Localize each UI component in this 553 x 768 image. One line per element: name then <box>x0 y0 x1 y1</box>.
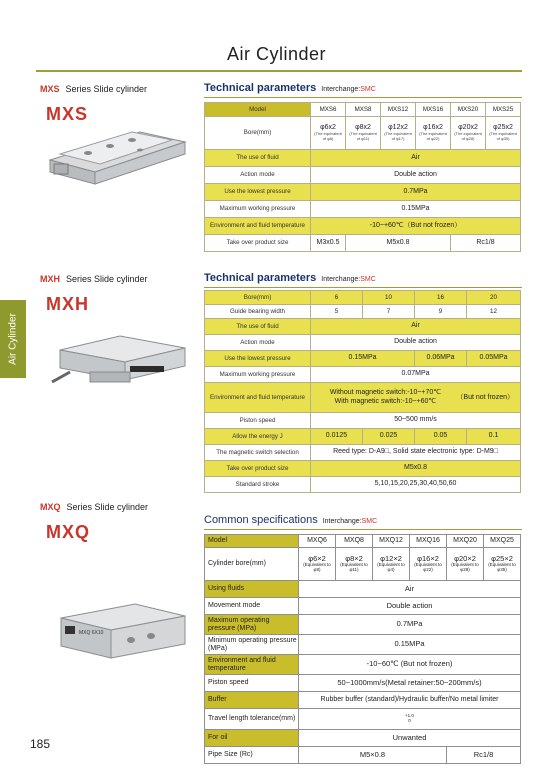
mxh-lowest-row <box>205 351 521 367</box>
mxq-pipe: M5×0.8 <box>299 747 447 764</box>
mxs-param-label: Environment and fluid temperature <box>205 218 311 235</box>
mxs-model: MXS8 <box>346 103 381 117</box>
mxq-bore-note: (Equivalent to φ4) <box>377 562 405 573</box>
mxh-guide: 5 <box>311 305 363 319</box>
mxs-model: MXS16 <box>416 103 451 117</box>
side-tab-label: Air Cylinder <box>7 313 19 365</box>
mxh-param-value: Air <box>311 319 521 335</box>
mxq-model: MXQ20 <box>447 535 484 548</box>
mxq-bore: φ25×2 <box>491 553 513 563</box>
mxq-bore: φ20×2 <box>454 553 476 563</box>
mxq-pipe-row <box>205 747 521 764</box>
mxh-lowest-value: 0.15MPa <box>311 351 415 367</box>
mxq-heading <box>204 514 377 526</box>
mxs-param-row <box>205 218 521 235</box>
mxh-env-label: Environment and fluid temperature <box>205 383 311 413</box>
mxq-param-row <box>205 675 521 692</box>
mxq-param-value: Unwanted <box>299 730 521 747</box>
mxs-param-value: Air <box>311 150 521 167</box>
mxq-bore-note: (Equivalent to φ35) <box>488 562 516 573</box>
mxq-tolerance-bottom: 0 <box>408 718 411 723</box>
mxh-param-row <box>205 319 521 335</box>
mxs-spec-table <box>204 102 521 252</box>
mxq-bore-label: Cylinder bore(mm) <box>205 548 299 581</box>
mxq-bore-note: (Equivalent to φ8) <box>303 562 331 573</box>
mxq-param-value: Double action <box>299 598 521 615</box>
mxh-interchange: Interchange:SMC <box>321 276 376 283</box>
mxs-model-row <box>205 103 521 117</box>
mxh-bore-row <box>205 291 521 305</box>
mxq-bore-note: (Equivalent to φ22) <box>414 562 442 573</box>
mxh-energy: 0.0125 <box>311 429 363 445</box>
mxq-param-value: Air <box>299 581 521 598</box>
mxh-energy: 0.025 <box>363 429 415 445</box>
mxq-bore: φ8×2 <box>345 553 363 563</box>
mxh-param-label: Action mode <box>205 335 311 351</box>
mxh-heading-rule <box>204 287 522 288</box>
mxs-bore-note: (The equivalent of φ11) <box>349 131 377 142</box>
mxh-energy-label: Allow the energy J <box>205 429 311 445</box>
mxq-param-value: Rubber buffer (standard)/Hydraulic buffer/No metal limiter <box>299 692 521 709</box>
mxq-param-label: Travel length tolerance(mm) <box>205 709 299 730</box>
mxh-bore: 16 <box>415 291 467 305</box>
mxs-param-value: -10~+60℃（But not frozen） <box>311 218 521 235</box>
mxq-param-row <box>205 598 521 615</box>
mxq-param-value: -10~60℃ (But not frozen) <box>299 655 521 675</box>
mxh-port-label: Take over product size <box>205 461 311 477</box>
mxs-port-label: Take over product size <box>205 235 311 252</box>
mxq-product-marking: MXQ 6X10 <box>79 630 104 636</box>
mxq-product-image <box>55 600 190 665</box>
mxh-stroke-value: 5,10,15,20,25,30,40,50,60 <box>311 477 521 493</box>
mxq-param-value: 0.15MPa <box>299 635 521 655</box>
mxs-bore: φ8x2 <box>355 124 371 132</box>
mxs-bore-note: (The equivalent of φ8) <box>314 131 342 142</box>
mxq-param-label: Maximum operating pressure (MPa) <box>205 615 299 635</box>
mxs-port: M3x0.5 <box>311 235 346 252</box>
mxh-spec-table <box>204 290 521 493</box>
mxh-speed-row <box>205 413 521 429</box>
mxh-guide: 12 <box>467 305 521 319</box>
mxs-param-row <box>205 167 521 184</box>
mxh-speed-value: 50~500 mm/s <box>311 413 521 429</box>
mxq-big-code: MXQ <box>46 522 91 542</box>
mxq-bore-note: (Equivalent to φ11) <box>340 562 368 573</box>
mxs-port: M5x0.8 <box>346 235 451 252</box>
mxh-env-note: （But not frozen） <box>456 393 514 401</box>
mxs-port-row <box>205 235 521 252</box>
mxq-model: MXQ16 <box>410 535 447 548</box>
mxs-bore-row <box>205 117 521 150</box>
mxq-param-value: 50~1000mm/s(Metal retainer:50~200mm/s) <box>299 675 521 692</box>
mxq-bore: φ12×2 <box>380 553 402 563</box>
mxq-bore: φ6×2 <box>308 553 326 563</box>
page-title: Air Cylinder <box>226 44 327 64</box>
mxs-bore-label: Bore(mm) <box>205 117 311 150</box>
mxh-env-line: Without magnetic switch:-10~+70℃ <box>329 389 442 397</box>
mxh-max-value: 0.07MPa <box>311 367 521 383</box>
mxs-model: MXS25 <box>486 103 521 117</box>
mxq-param-row <box>205 692 521 709</box>
mxq-pipe: Rc1/8 <box>447 747 521 764</box>
mxs-heading-title: Technical parameters <box>204 82 317 94</box>
mxh-max-row <box>205 367 521 383</box>
mxh-switch-row <box>205 445 521 461</box>
mxq-param-label: Minimum operating pressure (MPa) <box>205 635 299 655</box>
mxh-speed-label: Piston speed <box>205 413 311 429</box>
mxh-switch-label: The magnetic switch selection <box>205 445 311 461</box>
mxq-series-code: MXQ <box>40 502 61 512</box>
mxs-param-row <box>205 150 521 167</box>
mxs-param-label: Maximum working pressure <box>205 201 311 218</box>
mxs-bore-note: (The equivalent of φ28) <box>454 131 482 142</box>
mxq-bore-row <box>205 548 521 581</box>
mxs-product-image <box>40 120 190 190</box>
mxh-env-row <box>205 383 521 413</box>
mxq-series-name: Series Slide cylinder <box>66 502 149 512</box>
mxq-param-row <box>205 635 521 655</box>
mxh-bore: 6 <box>311 291 363 305</box>
mxh-product-image <box>50 330 190 395</box>
mxh-guide-row <box>205 305 521 319</box>
mxs-param-value: 0.15MPa <box>311 201 521 218</box>
mxq-param-label: Movement mode <box>205 598 299 615</box>
mxh-param-row <box>205 335 521 351</box>
mxh-bore-label: Bore(mm) <box>205 291 311 305</box>
mxq-param-label: For oil <box>205 730 299 747</box>
mxs-bore-note: (The equivalent of φ17) <box>384 131 412 142</box>
mxs-bore-note: (The equivalent of φ35) <box>489 131 517 142</box>
mxq-param-row <box>205 615 521 635</box>
mxh-param-label: The use of fluid <box>205 319 311 335</box>
mxq-interchange: Interchange:SMC <box>322 518 378 525</box>
mxs-param-row <box>205 201 521 218</box>
mxq-param-value: 0.7MPa <box>299 615 521 635</box>
mxs-bore: φ6x2 <box>320 124 336 132</box>
mxs-bore-note: (The equivalent of φ22) <box>419 131 447 142</box>
mxh-energy: 0.1 <box>467 429 521 445</box>
mxq-model: MXQ12 <box>373 535 410 548</box>
mxs-model: MXS12 <box>381 103 416 117</box>
mxh-series-code: MXH <box>40 274 60 284</box>
mxs-param-value: Double action <box>311 167 521 184</box>
mxh-env-line: With magnetic switch:-10~+60℃ <box>334 397 437 405</box>
mxq-spec-table <box>204 534 521 764</box>
mxh-lowest-label: Use the lowest pressure <box>205 351 311 367</box>
mxh-guide: 7 <box>363 305 415 319</box>
mxq-param-row <box>205 655 521 675</box>
mxs-bore: φ25x2 <box>493 124 513 132</box>
mxs-model-label: Model <box>205 103 311 117</box>
mxq-model-row <box>205 535 521 548</box>
mxs-param-row <box>205 184 521 201</box>
mxh-heading-title: Technical parameters <box>204 272 317 284</box>
mxh-series-line <box>40 274 148 284</box>
mxq-model: MXQ25 <box>484 535 521 548</box>
mxh-port-row <box>205 461 521 477</box>
page-number: 185 <box>30 737 51 751</box>
mxq-heading-rule <box>204 529 522 530</box>
mxs-model: MXS20 <box>451 103 486 117</box>
mxq-param-row <box>205 709 521 730</box>
mxq-model: MXQ6 <box>299 535 336 548</box>
mxh-series-name: Series Slide cylinder <box>66 274 148 284</box>
mxq-pipe-label: Pipe Size (Rc) <box>205 747 299 764</box>
mxh-guide-label: Guide bearing width <box>205 305 311 319</box>
mxs-param-label: The use of fluid <box>205 150 311 167</box>
mxh-lowest-value: 0.06MPa <box>415 351 467 367</box>
mxs-param-label: Action mode <box>205 167 311 184</box>
mxs-bore: φ16x2 <box>423 124 443 132</box>
mxh-switch-value: Reed type: D-A9□, Solid state electronic type: D-M9□ <box>311 445 521 461</box>
mxs-model: MXS6 <box>311 103 346 117</box>
mxq-param-label: Buffer <box>205 692 299 709</box>
mxs-interchange: Interchange:SMC <box>321 86 376 93</box>
mxq-param-value <box>299 709 521 730</box>
side-tab <box>0 300 26 378</box>
mxh-stroke-row <box>205 477 521 493</box>
mxh-param-value: Double action <box>311 335 521 351</box>
mxs-param-label: Use the lowest pressure <box>205 184 311 201</box>
mxh-big-code: MXH <box>46 294 89 314</box>
mxs-series-code: MXS <box>40 84 60 94</box>
mxq-bore: φ16×2 <box>417 553 439 563</box>
mxs-bore: φ12x2 <box>388 124 408 132</box>
mxq-param-row <box>205 581 521 598</box>
mxs-port: Rc1/8 <box>451 235 521 252</box>
mxh-heading <box>204 272 376 284</box>
mxh-lowest-value: 0.05MPa <box>467 351 521 367</box>
mxq-param-row <box>205 730 521 747</box>
mxh-guide: 9 <box>415 305 467 319</box>
mxq-series-line <box>40 502 148 512</box>
mxs-bore: φ20x2 <box>458 124 478 132</box>
mxh-max-label: Maximum working pressure <box>205 367 311 383</box>
mxh-env-value <box>311 383 521 413</box>
mxq-model-label: Model <box>205 535 299 548</box>
mxq-heading-title: Common specifications <box>204 514 318 526</box>
mxh-energy-row <box>205 429 521 445</box>
mxh-stroke-label: Standard stroke <box>205 477 311 493</box>
mxq-param-label: Environment and fluid temperature <box>205 655 299 675</box>
mxh-bore: 10 <box>363 291 415 305</box>
mxs-series-line <box>40 84 147 94</box>
mxh-energy: 0.05 <box>415 429 467 445</box>
mxh-bore: 20 <box>467 291 521 305</box>
mxq-model: MXQ8 <box>336 535 373 548</box>
mxq-param-label: Piston speed <box>205 675 299 692</box>
mxq-tolerance-top: +1.0 <box>405 713 414 719</box>
mxs-heading-rule <box>204 97 522 98</box>
mxq-bore-note: (Equivalent to φ28) <box>451 562 479 573</box>
mxs-heading <box>204 82 376 94</box>
mxs-param-value: 0.7MPa <box>311 184 521 201</box>
mxs-big-code: MXS <box>46 104 89 124</box>
mxs-series-name: Series Slide cylinder <box>65 84 148 94</box>
mxh-port-value: M5x0.8 <box>311 461 521 477</box>
title-rule <box>36 70 522 72</box>
mxq-param-label: Using fluids <box>205 581 299 598</box>
